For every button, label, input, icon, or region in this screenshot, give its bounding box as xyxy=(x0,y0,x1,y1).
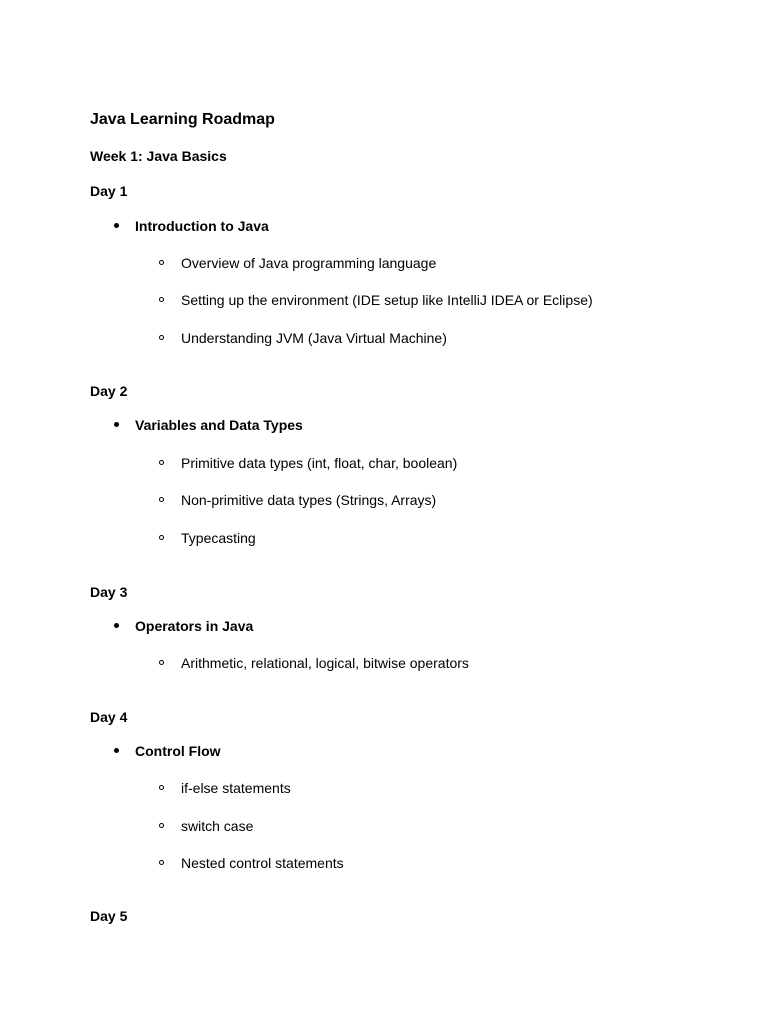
bullet-circle-icon xyxy=(159,860,164,865)
list-item: Overview of Java programming language xyxy=(181,255,437,271)
bullet-circle-icon xyxy=(159,823,164,828)
bullet-circle-icon xyxy=(159,335,164,340)
list-item: if-else statements xyxy=(181,780,291,796)
list-item: Setting up the environment (IDE setup like IntelliJ IDEA or Eclipse) xyxy=(181,292,593,308)
list-item: Understanding JVM (Java Virtual Machine) xyxy=(181,330,447,346)
topic-day-4: Control Flow xyxy=(135,743,221,759)
bullet-disc-icon xyxy=(114,422,119,427)
day-heading-1: Day 1 xyxy=(90,183,128,199)
bullet-disc-icon xyxy=(114,223,119,228)
document-title: Java Learning Roadmap xyxy=(90,111,275,128)
day-heading-5: Day 5 xyxy=(90,908,128,924)
list-item: Primitive data types (int, float, char, boolean) xyxy=(181,455,458,471)
list-item: Non-primitive data types (Strings, Arrays) xyxy=(181,492,437,508)
day-heading-3: Day 3 xyxy=(90,584,128,600)
bullet-circle-icon xyxy=(159,260,164,265)
bullet-circle-icon xyxy=(159,785,164,790)
day-heading-4: Day 4 xyxy=(90,709,128,725)
topic-day-3: Operators in Java xyxy=(135,618,254,634)
list-item: Nested control statements xyxy=(181,855,344,871)
list-item: Arithmetic, relational, logical, bitwise operators xyxy=(181,655,469,671)
bullet-circle-icon xyxy=(159,297,164,302)
list-item: switch case xyxy=(181,818,254,834)
day-heading-2: Day 2 xyxy=(90,383,128,399)
list-item: Typecasting xyxy=(181,530,256,546)
bullet-circle-icon xyxy=(159,497,164,502)
bullet-circle-icon xyxy=(159,535,164,540)
topic-day-2: Variables and Data Types xyxy=(135,417,303,433)
topic-day-1: Introduction to Java xyxy=(135,218,269,234)
bullet-circle-icon xyxy=(159,660,164,665)
week-heading: Week 1: Java Basics xyxy=(90,148,227,164)
bullet-disc-icon xyxy=(114,623,119,628)
bullet-circle-icon xyxy=(159,460,164,465)
bullet-disc-icon xyxy=(114,748,119,753)
